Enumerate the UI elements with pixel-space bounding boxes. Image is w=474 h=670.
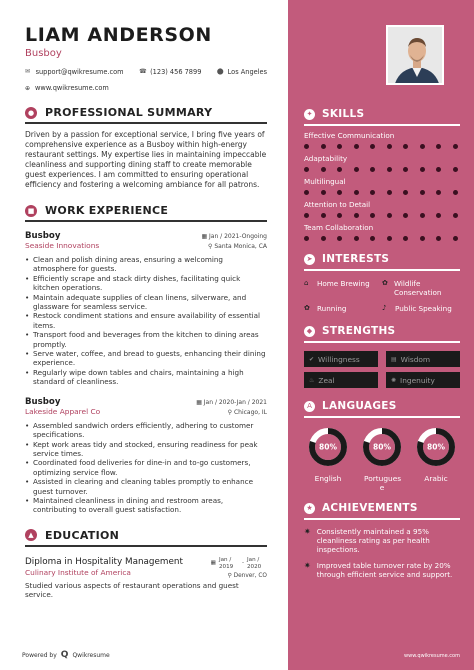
- language-icon: A: [304, 401, 315, 412]
- skill-item: [304, 154, 460, 172]
- candidate-name: LIAM ANDERSON: [25, 24, 212, 46]
- languages-title: LANGUAGES: [322, 400, 397, 412]
- school-name: Culinary Institute of America: [25, 568, 131, 578]
- job-title: Busboy: [25, 396, 61, 407]
- language-name: Arabic: [424, 474, 448, 483]
- phone-text: (123) 456 7899: [150, 68, 202, 76]
- interest-item: ♪ Public Speaking: [382, 304, 452, 313]
- job-company: Lakeside Apparel Co: [25, 406, 101, 416]
- language-level: 80%: [373, 442, 391, 452]
- job-location: ⚲ Santa Monica, CA: [208, 243, 267, 250]
- skill-name: Attention to Detail: [304, 200, 371, 209]
- globe-icon: ⊕: [25, 84, 31, 92]
- strengths-divider: [304, 341, 460, 343]
- education-dates: ▦ Jan / 2019 - Jan / 2020: [210, 556, 262, 570]
- qwikresume-logo-icon: Q: [60, 650, 69, 660]
- skill-name: Adaptability: [304, 154, 348, 163]
- job-location: ⚲ Chicago, IL: [227, 408, 267, 416]
- strength-badge: ✺ Ingenuity: [386, 372, 460, 388]
- location-text: Los Angeles: [227, 68, 268, 76]
- diamond-icon: ◆: [304, 326, 315, 337]
- website-row: [25, 84, 267, 92]
- list-item: • Clean and polish dining areas, ensuring a welcoming atmosphere for guests.: [33, 255, 267, 274]
- pin-icon: ⚲: [208, 243, 215, 250]
- skill-item: [304, 200, 460, 218]
- email-icon: ✉: [25, 68, 31, 75]
- list-item: • Serve water, coffee, and bread to guests, enhancing their dining experience.: [33, 349, 267, 368]
- strengths-list: [304, 351, 460, 388]
- language-ring: [362, 427, 402, 467]
- education-location: ⚲ Denver, CO: [227, 572, 267, 579]
- interest-item: ⌂ Home Brewing: [304, 279, 370, 288]
- list-item: • Assembled sandwich orders efficiently, adhering to customer specifications.: [33, 421, 267, 440]
- star-icon: ✷: [304, 527, 311, 536]
- interests-list: [304, 279, 460, 313]
- list-item: • Maintained cleanliness in dining and restroom areas, contributing to overall guest satisfaction.: [33, 496, 267, 515]
- trophy-icon: ★: [304, 503, 315, 514]
- paw-icon: ✿: [304, 304, 310, 312]
- education-divider: [25, 545, 267, 547]
- skill-item: [304, 177, 460, 195]
- experience-title: WORK EXPERIENCE: [45, 204, 169, 217]
- pin-icon: ⚲: [227, 572, 234, 579]
- summary-title: PROFESSIONAL SUMMARY: [45, 106, 213, 119]
- microphone-icon: ♪: [382, 304, 387, 312]
- language-ring: [416, 427, 456, 467]
- strength-badge: ▤ Wisdom: [386, 351, 460, 367]
- degree-title: Diploma in Hospitality Management: [25, 556, 183, 567]
- job-dates: ▦ Jan / 2021-Ongoing: [201, 233, 267, 240]
- footer-url[interactable]: www.qwikresume.com: [404, 653, 460, 659]
- strengths-title: STRENGTHS: [322, 325, 396, 337]
- interests-divider: [304, 269, 460, 271]
- skill-name: Multilingual: [304, 177, 346, 186]
- education-heading: [25, 529, 267, 542]
- profile-photo: [386, 25, 444, 85]
- skills-divider: [304, 124, 460, 126]
- language-item: [360, 427, 404, 492]
- achievements-title: ACHIEVEMENTS: [322, 502, 418, 514]
- footer-branding: [22, 650, 110, 660]
- list-item: • Regularly wipe down tables and chairs, maintaining a high standard of cleanliness.: [33, 368, 267, 387]
- job-title: Busboy: [25, 231, 61, 241]
- interest-item: ✿ Running: [304, 304, 347, 313]
- skills-title: SKILLS: [322, 108, 365, 120]
- skill-name: Effective Communication: [304, 131, 395, 140]
- book-icon: ▤: [391, 355, 397, 363]
- language-name: English: [314, 474, 342, 483]
- pin-icon: ⚲: [227, 408, 234, 416]
- briefcase-icon: ■: [25, 205, 37, 217]
- list-item: • Maintain adequate supplies of clean linens, silverware, and glassware for seamless service.: [33, 293, 267, 312]
- brand-name[interactable]: Qwikresume: [72, 651, 110, 659]
- candidate-role: Busboy: [25, 48, 62, 59]
- list-item: • Restock condiment stations and ensure availability of essential items.: [33, 311, 267, 330]
- job-company: Seaside Innovations: [25, 241, 100, 250]
- experience-divider: [25, 220, 267, 222]
- job-bullets: [25, 421, 267, 515]
- thumbs-up-icon: ✔: [309, 355, 315, 363]
- bulb-icon: ✺: [391, 376, 397, 384]
- location-icon: ⬤: [216, 68, 224, 75]
- skill-name: Team Collaboration: [304, 223, 374, 232]
- job-bullets: [25, 255, 267, 387]
- phone-icon: ☎: [139, 68, 147, 75]
- list-item: • Kept work areas tidy and stocked, ensuring readiness for peak service times.: [33, 440, 267, 459]
- skill-rating: [304, 167, 460, 172]
- language-ring: [308, 427, 348, 467]
- job-dates: ▦ Jan / 2020-Jan / 2021: [196, 398, 267, 406]
- skill-rating: [304, 236, 460, 241]
- strength-badge: ♨ Zeal: [304, 372, 378, 388]
- education-entry: [25, 557, 267, 579]
- achievement-item: ✷ Consistently maintained a 95% cleanliness rating as per health inspections.: [304, 527, 430, 554]
- skill-item: [304, 131, 460, 149]
- list-item: • Coordinated food deliveries for dine-in and to-go customers, optimizing service flow.: [33, 458, 267, 477]
- language-level: 80%: [319, 442, 337, 452]
- job-entry: [25, 397, 267, 515]
- calendar-icon: ▦: [201, 233, 210, 240]
- contact-row: [25, 68, 267, 76]
- star-icon: ✷: [304, 561, 311, 570]
- website-link[interactable]: www.qwikresume.com: [35, 84, 109, 92]
- strengths-heading: [304, 325, 460, 337]
- languages-heading: [304, 400, 460, 412]
- lightbulb-icon: ✦: [304, 109, 315, 120]
- paw-icon: ✿: [382, 279, 388, 287]
- skills-heading: [304, 108, 460, 120]
- languages-list: [304, 427, 460, 492]
- achievements-divider: [304, 518, 460, 520]
- skill-rating: [304, 190, 460, 195]
- graduation-cap-icon: ▲: [25, 529, 37, 541]
- person-icon: ●: [25, 107, 37, 119]
- achievement-item: ✷ Improved table turnover rate by 20% through efficient service and support.: [304, 561, 453, 579]
- experience-heading: [25, 204, 267, 217]
- calendar-icon: ▦: [210, 560, 216, 567]
- languages-divider: [304, 416, 460, 418]
- skill-rating: [304, 213, 460, 218]
- list-item: • Assisted in clearing and cleaning tables promptly to enhance guest turnover.: [33, 477, 267, 496]
- list-item: • Transport food and beverages from the kitchen to dining areas promptly.: [33, 330, 267, 349]
- sidebar: [288, 0, 474, 670]
- interest-item: ✿ Wildlife Conservation: [382, 279, 442, 297]
- skill-item: [304, 223, 460, 241]
- paper-plane-icon: ➤: [304, 254, 315, 265]
- achievements-heading: [304, 502, 460, 514]
- education-description: Studied various aspects of restaurant operations and guest service.: [25, 580, 239, 600]
- interests-heading: [304, 253, 460, 265]
- list-item: • Efficiently scrape and stack dirty dishes, facilitating quick kitchen operations.: [33, 274, 267, 293]
- language-item: [306, 427, 350, 492]
- summary-heading: [25, 106, 267, 119]
- skill-rating: [304, 144, 460, 149]
- language-item: [414, 427, 458, 492]
- summary-text: Driven by a passion for exceptional service, I bring five years of comprehensive experience as a Busboy within high-energy restaurant settings. My expertise lies in maintaining impeccable cleanliness and supporting dining staff to create memorable guest experiences. I am committed to ensuring operational efficiency and fostering a welcoming ambiance for all patrons.: [25, 130, 267, 189]
- fire-icon: ♨: [309, 376, 315, 384]
- job-entry: [25, 231, 267, 387]
- calendar-icon: ▦: [196, 398, 204, 406]
- beer-icon: ⌂: [304, 279, 309, 287]
- strength-badge: ✔ Willingness: [304, 351, 378, 367]
- summary-divider: [25, 122, 267, 124]
- interests-title: INTERESTS: [322, 253, 390, 265]
- language-level: 80%: [427, 442, 445, 452]
- powered-by-text: Powered by: [22, 651, 57, 659]
- education-title: EDUCATION: [45, 528, 120, 542]
- language-name: Portugues e: [364, 474, 402, 492]
- email-link[interactable]: support@qwikresume.com: [35, 68, 124, 76]
